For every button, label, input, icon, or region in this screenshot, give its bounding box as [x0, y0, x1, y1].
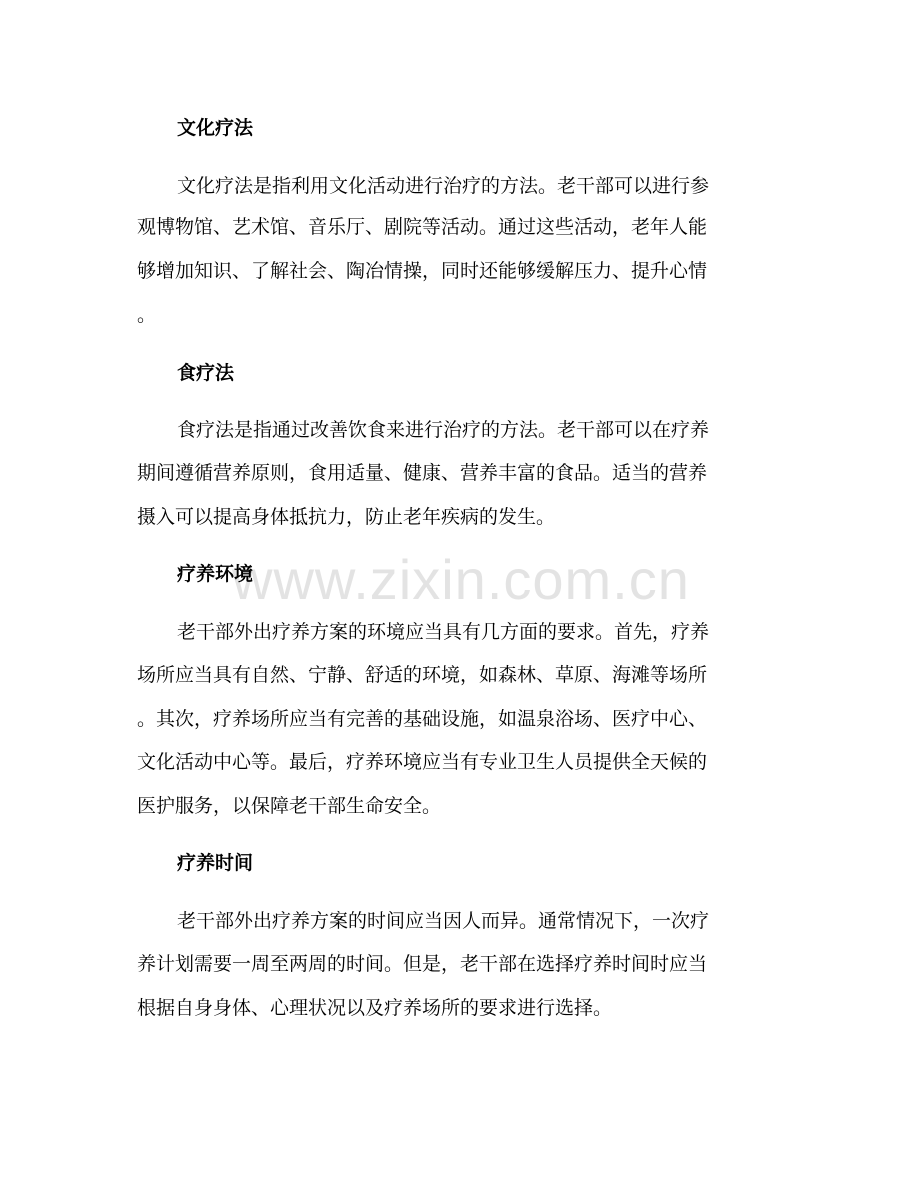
paragraph-line: 养计划需要一周至两周的时间。但是，老干部在选择疗养时间时应当: [137, 953, 708, 975]
paragraph-line: 期间遵循营养原则，食用适量、健康、营养丰富的食品。适当的营养: [137, 462, 708, 484]
paragraph-line: 观博物馆、艺术馆、音乐厅、剧院等活动。通过这些活动，老年人能: [137, 216, 708, 238]
section-heading-duration: 疗养时间: [177, 852, 254, 874]
paragraph-line: 老干部外出疗养方案的环境应当具有几方面的要求。首先，疗养: [177, 621, 710, 643]
paragraph-line: 食疗法是指通过改善饮食来进行治疗的方法。老干部可以在疗养: [177, 419, 710, 441]
paragraph-line: 老干部外出疗养方案的时间应当因人而异。通常情况下，一次疗: [177, 910, 710, 932]
section-heading-culture-therapy: 文化疗法: [177, 117, 254, 139]
paragraph-line: 摄入可以提高身体抵抗力，防止老年疾病的发生。: [137, 506, 556, 528]
paragraph-line: 。其次，疗养场所应当有完善的基础设施，如温泉浴场、医疗中心、: [137, 708, 708, 730]
watermark: www.zixin.com.cn: [232, 548, 690, 611]
paragraph-line: 根据自身身体、心理状况以及疗养场所的要求进行选择。: [137, 997, 613, 1019]
paragraph-line: 文化疗法是指利用文化活动进行治疗的方法。老干部可以进行参: [177, 175, 710, 197]
paragraph-line: 。: [137, 304, 157, 326]
paragraph-line: 医护服务，以保障老干部生命安全。: [137, 795, 442, 817]
paragraph-line: 文化活动中心等。最后，疗养环境应当有专业卫生人员提供全天候的: [137, 751, 708, 773]
paragraph-line: 场所应当具有自然、宁静、舒适的环境，如森林、草原、海滩等场所: [137, 664, 708, 686]
section-heading-environment: 疗养环境: [177, 563, 254, 585]
paragraph-line: 够增加知识、了解社会、陶冶情操，同时还能够缓解压力、提升心情: [137, 260, 708, 282]
section-heading-diet-therapy: 食疗法: [177, 362, 235, 384]
